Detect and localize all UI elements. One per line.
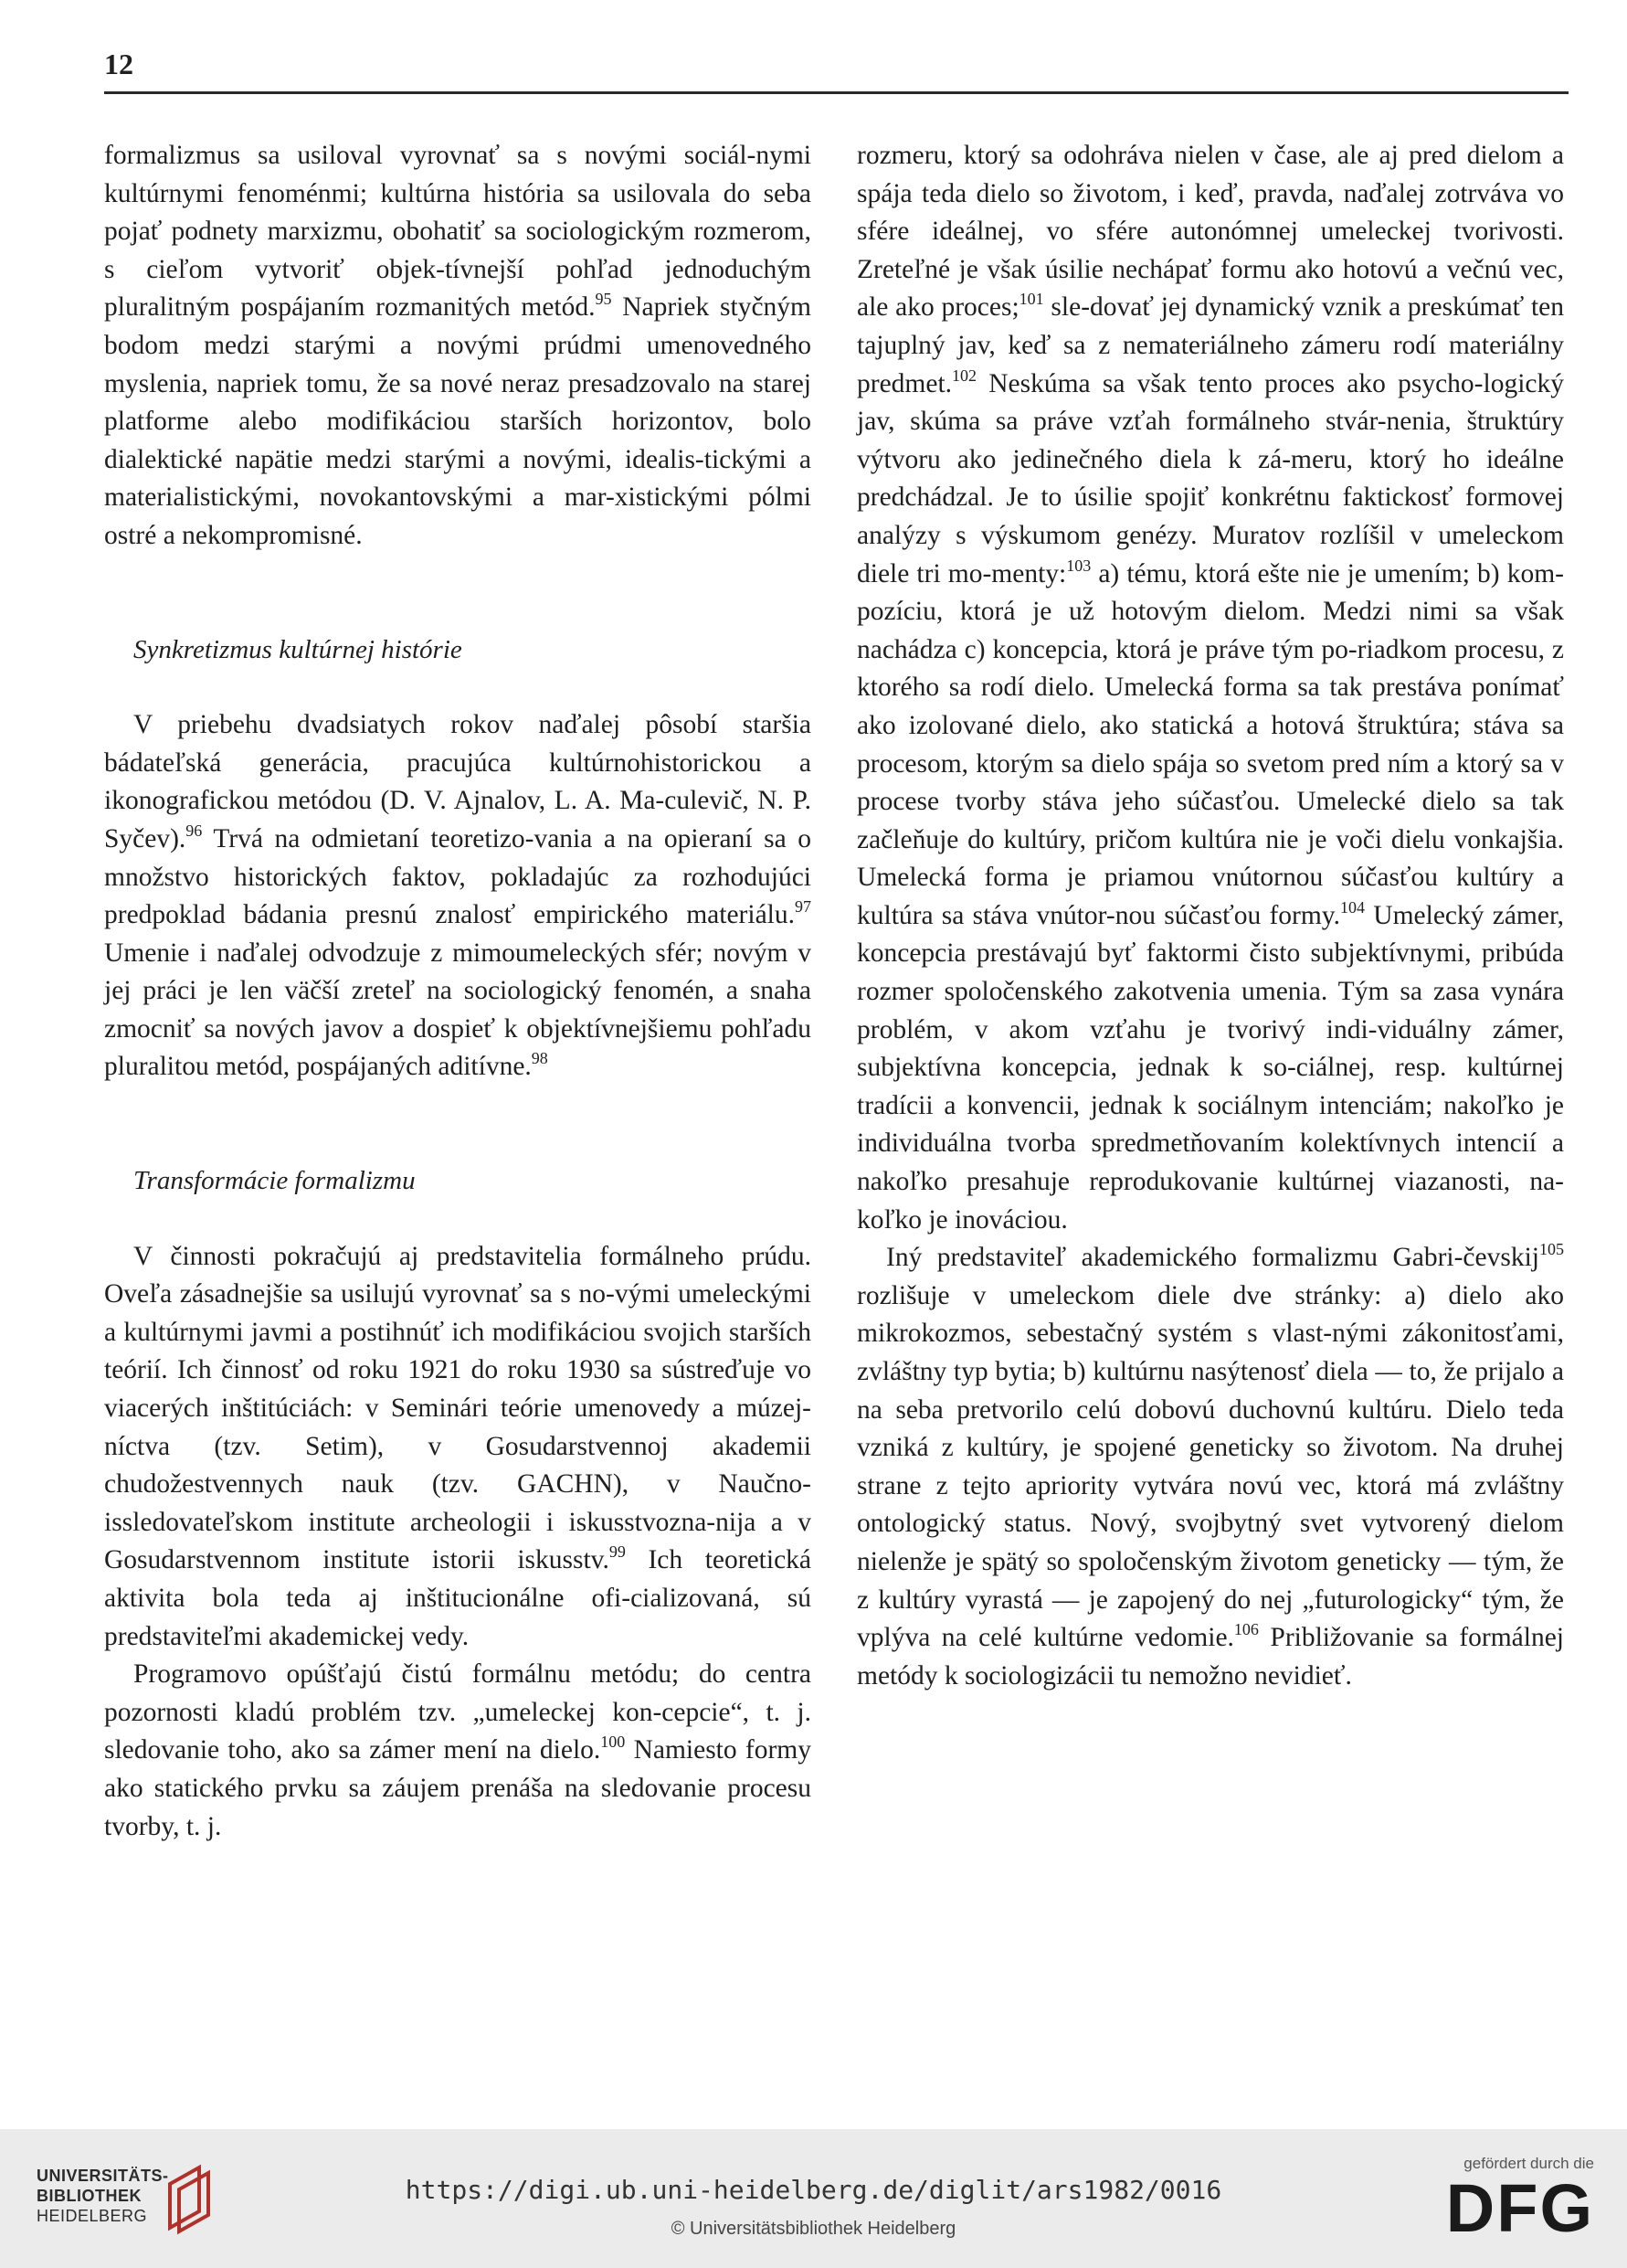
paragraph: V činnosti pokračujú aj predstavitelia formálneho prúdu. Oveľa zásadnejšie sa usilujú vyrovnať sa s no-vými umeleckými a kultúrnymi javmi a postihnúť ich modifikáciou svojich starších teórií. Ich činnosť od roku 1921 do roku 1930 sa sústreďuje vo viacerých inštitúciách: v Seminári teórie umenovedy a múzej-níctva (tzv. Setim), v Gosudarstvennoj akademii chudožestvennych nauk (tzv. GACHN), v Naučno-issledovateľskom institute archeologii i iskusstvozna-nija a v Gosudarstvennom institute istorii iskusstv.$^{99}$ Ich teoretická aktivita bola teda aj inštitucionálne ofi-cializovaná, sú predstaviteľmi akademickej vedy. [104, 1241, 812, 1651]
footnote-ref[interactable]: 95 [595, 290, 612, 309]
permalink-url[interactable]: https://digi.ub.uni-heidelberg.de/diglit/ars1982/0016 [405, 2175, 1222, 2205]
paragraph: rozmeru, ktorý sa odohráva nielen v čase, ale aj pred dielom a spája teda dielo so životom, i keď, pravda, naďalej zotrváva vo sfére ideálnej, vo sfére autonómnej umeleckej tvorivosti. Zreteľné je však úsilie nechápať formu ako hotovú a večnú vec, ale ako proces;$^{101}$ sle-dovať jej dynamický vznik a preskúmať ten tajuplný jav, keď sa z nemateriálneho zámeru rodí materiálny predmet.$^{102}$ Neskúma sa však tento proces ako psycho-logický jav, skúma sa práve vzťah formálneho stvár-nenia, štruktúry výtvoru ako jedinečného diela k zá-meru, ktorý ho ideálne predchádzal. Je to úsilie spojiť konkrétnu faktickosť formovej analýzy s výskumom genézy. Muratov rozlíšil v umeleckom diele tri mo-menty:$^{103}$ a) tému, ktorá ešte nie je umením; b) kom-pozíciu, ktorá je už hotovým dielom. Medzi nimi sa však nachádza c) koncepcia, ktorá je práve tým po-riadkom procesu, z ktorého sa rodí dielo. Umelecká forma sa tak prestáva ponímať ako izolované dielo, ako statická a hotová štruktúra; stáva sa procesom, ktorým sa dielo spája so svetom pred ním a ktorý sa v procese tvorby stáva jeho súčasťou. Umelecké dielo sa tak začleňuje do kultúry, pričom kultúra nie je voči dielu vonkajšia. Umelecká forma je priamou vnútornou súčasťou kultúry a kultúra sa stáva vnútor-nou súčasťou formy.$^{104}$ Umelecký zámer, koncepcia prestávajú byť faktormi čisto subjektívnymi, pribúda rozmer spoločenského zakotvenia umenia. Tým sa zasa vynára problém, v akom vzťahu je tvorivý indi-viduálny zámer, subjektívna koncepcia, jednak k so-ciálnej, resp. kultúrnej tradícii a konvencii, jednak k sociálnym intenciám; nakoľko je individuálna tvorba spredmetňovaním kolektívnych intencií a nakoľko presahuje reprodukovanie kultúrnej viazanosti, na-koľko je inováciou. [857, 141, 1564, 1235]
paragraph: formalizmus sa usiloval vyrovnať sa s novými sociál-nymi kultúrnymi fenoménmi; kultúrna história sa usilovala do seba pojať podnety marxizmu, obohatiť sa sociologickým rozmerom, s cieľom vytvoriť objek-tívnejší pohľad jednoduchým pluralitným pospájaním rozmanitých metód.$^{95}$ Napriek styčným bodom medzi starými a novými prúdmi umenovedného myslenia, napriek tomu, že sa nové neraz presadzovalo na starej platforme alebo modifikáciou starších horizontov, bolo dialektické napätie medzi starými a novými, idealis-tickými a materialistickými, novokantovskými a mar-xistickými pólmi ostré a nekompromisné. [104, 141, 811, 550]
library-name-line: BIBLIOTHEK [37, 2187, 142, 2205]
right-column [857, 137, 1564, 1695]
footnote-ref[interactable]: 102 [952, 366, 977, 385]
footer-bar [0, 2129, 1627, 2268]
footnote-ref[interactable]: 96 [185, 821, 203, 840]
footnote-ref[interactable]: 104 [1340, 897, 1366, 917]
paragraph: Iný predstaviteľ akademického formalizmu Gabri-čevskij$^{105}$ rozlišuje v umeleckom diele dve stránky: a) dielo ako mikrokozmos, sebestačný systém s vlast-nými zákonitosťami, zvláštny typ bytia; b) kultúrnu nasýtenosť diela — to, že prijalo a na seba pretvorilo celú dobovú duchovnú kultúru. Dielo teda vzniká z kultúry, je spojené geneticky so životom. Na druhej strane z tejto apriority vytvára novú vec, ktorá má zvláštny ontologický status. Nový, svojbytný svet vytvorený dielom nielenže je spätý so spoločenským životom geneticky — tým, že z kultúry vyrastá — je zapojený do nej „futurologicky“ tým, že vplýva na celé kultúrne vedomie.$^{106}$ Približovanie sa formálnej metódy k sociologizácii tu nemožno nevidieť. [857, 1240, 1564, 1690]
header-rule [104, 91, 1569, 94]
footnote-ref[interactable]: 101 [1019, 290, 1044, 309]
footnote-ref[interactable]: 105 [1539, 1240, 1564, 1259]
section-heading: Transformácie formalizmu [133, 1166, 416, 1196]
footnote-ref[interactable]: 98 [531, 1049, 548, 1068]
footnote-ref[interactable]: 97 [795, 897, 811, 917]
paragraph: Programovo opúšťajú čistú formálnu metódu; do centra pozornosti kladú problém tzv. „umeleckej kon-cepcie“, t. j. sledovanie toho, ako sa zámer mení na dielo.$^{100}$ Namiesto formy ako statického prvku sa záujem prenáša na sledovanie procesu tvorby, t. j. [104, 1659, 811, 1841]
paragraph: V priebehu dvadsiatych rokov naďalej pôsobí staršia bádateľská generácia, pracujúca kultúrnohistorickou a ikonografickou metódou (D. V. Ajnalov, L. A. Ma-culevič, N. P. Syčev).$^{96}$ Trvá na odmietaní teoretizo-vania a na opieraní sa o množstvo historických faktov, pokladajúc za rozhodujúci predpoklad bádania presnú znalosť empirického materiálu.$^{97}$ Umenie i naďalej odvodzuje z mimoumeleckých sfér; novým v jej práci je len väčší zreteľ na sociologický fenomén, a snaha zmocniť sa nových javov a dospieť k objektívnejšiemu pohľadu pluralitou metód, pospájaných aditívne.$^{98}$ [104, 710, 811, 1082]
funding-note: gefördert durch die [1463, 2155, 1594, 2172]
section-heading: Synkretizmus kultúrnej histórie [133, 634, 462, 664]
copyright-notice: © Universitätsbibliothek Heidelberg [671, 2219, 956, 2239]
page-number: 12 [104, 48, 133, 80]
left-column [104, 137, 811, 1846]
dfg-logo[interactable] [1445, 2155, 1594, 2246]
footnote-ref[interactable]: 100 [600, 1733, 626, 1752]
dfg-wordmark: DFG [1445, 2170, 1594, 2246]
footnote-ref[interactable]: 106 [1233, 1620, 1259, 1639]
footnote-ref[interactable]: 103 [1066, 556, 1092, 575]
library-name-line: HEIDELBERG [37, 2207, 148, 2225]
library-name-line: UNIVERSITÄTS- [37, 2167, 169, 2185]
footnote-ref[interactable]: 99 [608, 1542, 626, 1562]
